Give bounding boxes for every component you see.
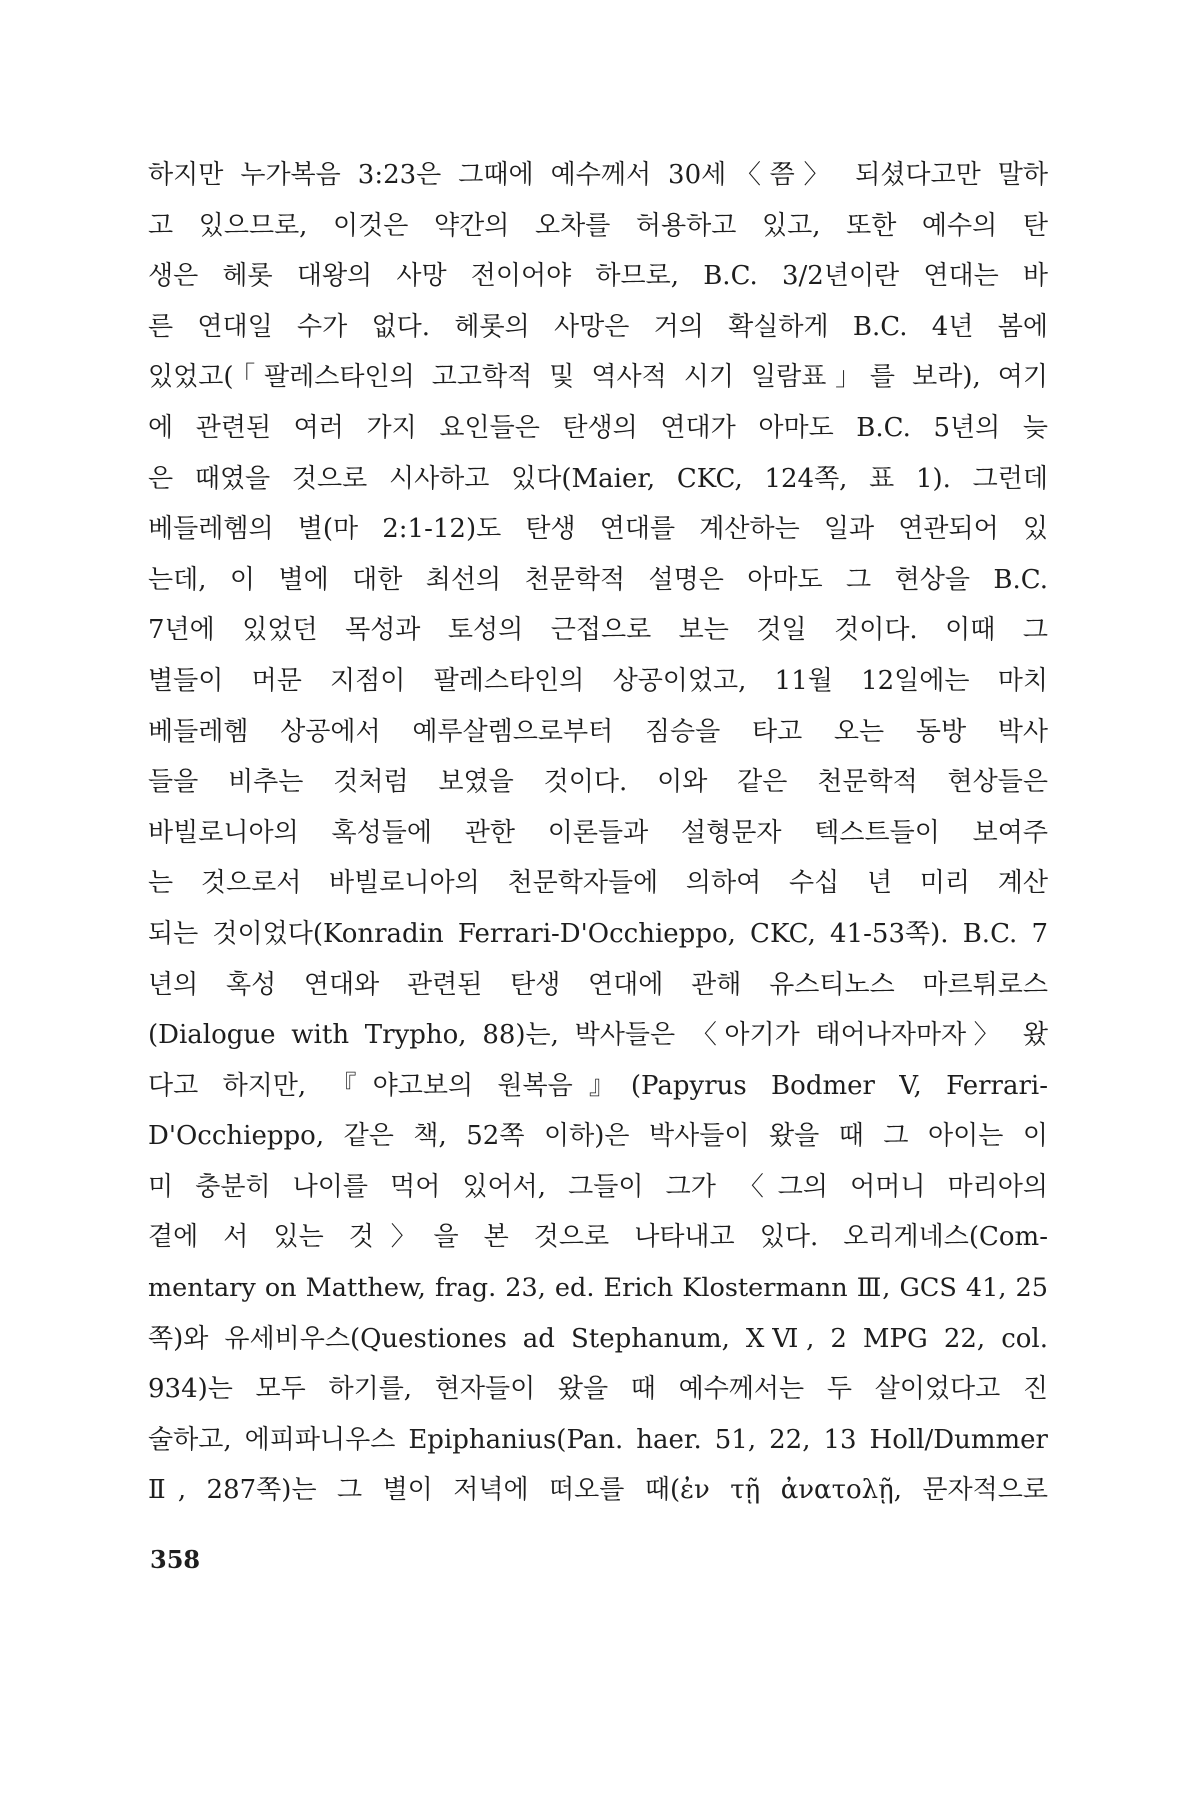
- text-line: 곁에 서 있는 것〉을 본 것으로 나타내고 있다. 오리게네스(Com-: [148, 1222, 1048, 1253]
- text-line: 는데, 이 별에 대한 최선의 천문학적 설명은 아마도 그 현상을 B.C.: [148, 564, 1048, 595]
- text-line: 별들이 머문 지점이 팔레스타인의 상공이었고, 11월 12일에는 마치: [148, 665, 1048, 696]
- text-line: 에 관련된 여러 가지 요인들은 탄생의 연대가 아마도 B.C. 5년의 늦: [148, 412, 1048, 443]
- text-line: 른 연대일 수가 없다. 헤롯의 사망은 거의 확실하게 B.C. 4년 봄에: [148, 311, 1048, 342]
- text-line: 생은 헤롯 대왕의 사망 전이어야 하므로, B.C. 3/2년이란 연대는 바: [148, 261, 1048, 292]
- text-line: D'Occhieppo, 같은 책, 52쪽 이하)은 박사들이 왔을 때 그 아이는 이: [148, 1121, 1048, 1152]
- text-line: 술하고, 에피파니우스 Epiphanius(Pan. haer. 51, 22, 13 Holl/Dummer: [148, 1424, 1048, 1455]
- text-line: 있었고(「팔레스타인의 고고학적 및 역사적 시기 일람표」를 보라), 여기: [148, 362, 1048, 393]
- text-line: 다고 하지만, 『야고보의 원복음』(Papyrus Bodmer V, Ferrari-: [148, 1070, 1048, 1101]
- text-line: (Dialogue with Trypho, 88)는, 박사들은 〈아기가 태어나자마자〉 왔: [148, 1020, 1048, 1051]
- text-line: 베들레헴 상공에서 예루살렘으로부터 짐승을 타고 오는 동방 박사: [148, 716, 1048, 747]
- text-line: 되는 것이었다(Konradin Ferrari-D'Occhieppo, CKC, 41-53쪽). B.C. 7: [148, 918, 1048, 949]
- text-line: 하지만 누가복음 3:23은 그때에 예수께서 30세〈쯤〉 되셨다고만 말하: [148, 160, 1048, 190]
- text-line: 934)는 모두 하기를, 현자들이 왔을 때 예수께서는 두 살이었다고 진: [148, 1374, 1048, 1405]
- text-line: 고 있으므로, 이것은 약간의 오차를 허용하고 있고, 또한 예수의 탄: [148, 210, 1048, 241]
- text-line: 바빌로니아의 혹성들에 관한 이론들과 설형문자 텍스트들이 보여주: [148, 817, 1048, 848]
- text-line: mentary on Matthew, frag. 23, ed. Erich Klostermann Ⅲ, GCS 41, 25: [148, 1273, 1048, 1304]
- text-line: 쪽)와 유세비우스(Questiones ad Stephanum, XⅥ, 2 MPG 22, col.: [148, 1323, 1048, 1354]
- body-text: [148, 150, 1048, 1516]
- text-line: 들을 비추는 것처럼 보였을 것이다. 이와 같은 천문학적 현상들은: [148, 767, 1048, 798]
- text-line: 7년에 있었던 목성과 토성의 근접으로 보는 것일 것이다. 이때 그: [148, 615, 1048, 646]
- text-line: Ⅱ, 287쪽)는 그 별이 저녁에 떠오를 때(ἐν τῇ ἀνατολῇ, 문자적으로: [148, 1475, 1048, 1506]
- text-line: 미 충분히 나이를 먹어 있어서, 그들이 그가 〈그의 어머니 마리아의: [148, 1171, 1048, 1202]
- text-line: 는 것으로서 바빌로니아의 천문학자들에 의하여 수십 년 미리 계산: [148, 868, 1048, 899]
- text-line: 베들레헴의 별(마 2:1-12)도 탄생 연대를 계산하는 일과 연관되어 있: [148, 514, 1048, 545]
- page-number: 358: [150, 1545, 201, 1574]
- text-line: 년의 혹성 연대와 관련된 탄생 연대에 관해 유스티노스 마르튀로스: [148, 969, 1048, 1000]
- text-line: 은 때였을 것으로 시사하고 있다(Maier, CKC, 124쪽, 표 1). 그런데: [148, 463, 1048, 494]
